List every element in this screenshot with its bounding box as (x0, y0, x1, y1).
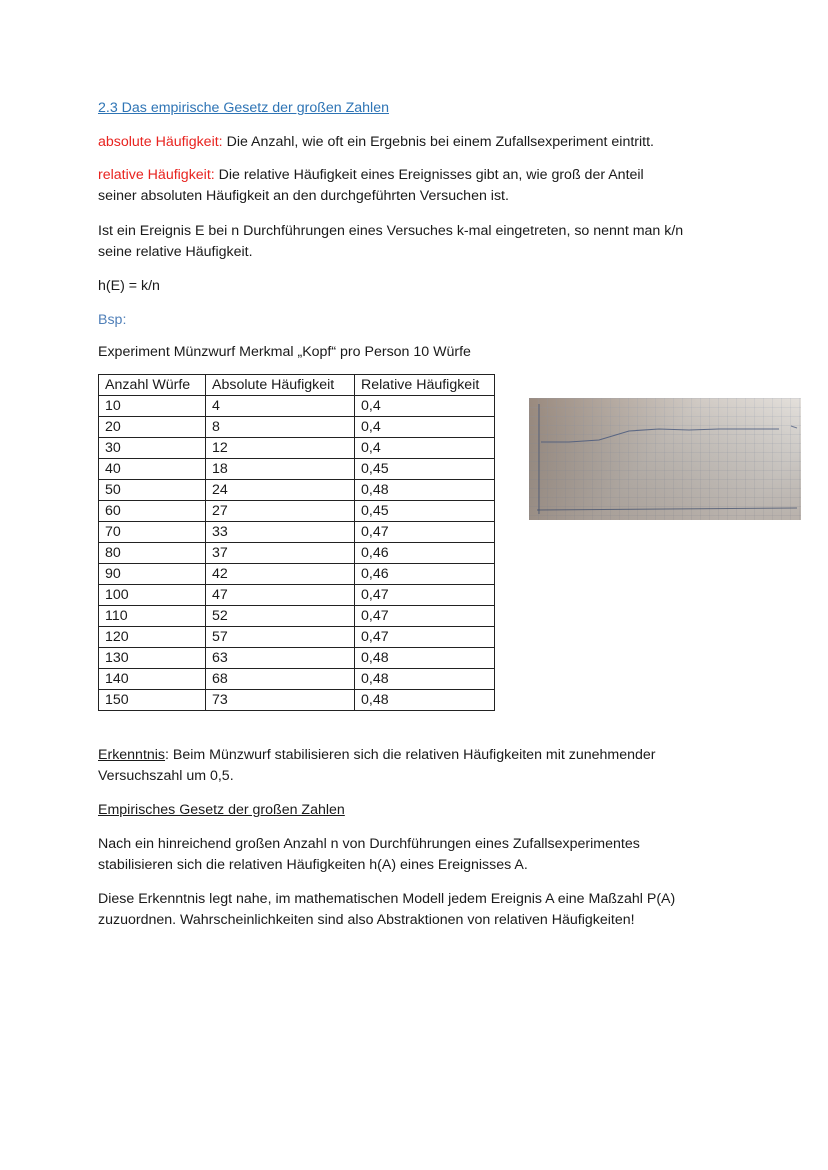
table-cell: 100 (99, 585, 206, 606)
table-cell: 90 (99, 564, 206, 585)
table-cell: 0,4 (355, 438, 495, 459)
table-cell: 68 (206, 669, 355, 690)
table-cell: 0,47 (355, 522, 495, 543)
conclusion-label: Erkenntnis (98, 747, 166, 763)
table-cell: 33 (206, 522, 355, 543)
table-cell: 24 (206, 480, 355, 501)
table-cell: 42 (206, 564, 355, 585)
table-row (99, 480, 495, 501)
table-cell: 27 (206, 501, 355, 522)
table-cell: 63 (206, 648, 355, 669)
table-row (99, 627, 495, 648)
table-row (99, 543, 495, 564)
column-header: Relative Häufigkeit (355, 375, 495, 396)
table-row (99, 438, 495, 459)
definition-relative (98, 165, 644, 186)
conclusion-text-1: : Beim Münzwurf stabilisieren sich die relativen Häufigkeiten mit zunehmender (165, 747, 656, 763)
table-cell: 150 (99, 690, 206, 711)
table-cell: 0,46 (355, 543, 495, 564)
table-cell: 0,46 (355, 564, 495, 585)
table-cell: 50 (99, 480, 206, 501)
table-cell: 37 (206, 543, 355, 564)
table-cell: 47 (206, 585, 355, 606)
definition-absolute (98, 132, 654, 153)
table-header-row (99, 375, 495, 396)
table-cell: 130 (99, 648, 206, 669)
table-cell: 80 (99, 543, 206, 564)
table-cell: 60 (99, 501, 206, 522)
table-cell: 0,4 (355, 396, 495, 417)
table-row (99, 585, 495, 606)
table-cell: 57 (206, 627, 355, 648)
table-cell: 0,48 (355, 480, 495, 501)
definition-absolute-text: Die Anzahl, wie oft ein Ergebnis bei einem Zufallsexperiment eintritt. (222, 134, 654, 150)
frequency-table (98, 374, 495, 711)
table-row (99, 648, 495, 669)
example-label: Bsp: (98, 312, 127, 328)
law-line-1: Nach ein hinreichend großen Anzahl n von Durchführungen eines Zufallsexperimentes (98, 836, 640, 852)
table-body (99, 396, 495, 711)
remark-line-1: Diese Erkenntnis legt nahe, im mathematischen Modell jedem Ereignis A eine Maßzahl P(A) (98, 891, 676, 907)
table-row (99, 690, 495, 711)
table-cell: 20 (99, 417, 206, 438)
table-row (99, 417, 495, 438)
conclusion-line-1 (98, 745, 656, 766)
table-row (99, 564, 495, 585)
table-cell: 4 (206, 396, 355, 417)
table-cell: 110 (99, 606, 206, 627)
table-cell: 0,45 (355, 501, 495, 522)
table-cell: 120 (99, 627, 206, 648)
table-cell: 18 (206, 459, 355, 480)
definition-relative-text-2: seiner absoluten Häufigkeit an den durchgeführten Versuchen ist. (98, 188, 509, 204)
remark-line-2: zuzuordnen. Wahrscheinlichkeiten sind also Abstraktionen von relativen Häufigkeiten! (98, 912, 635, 928)
column-header: Anzahl Würfe (99, 375, 206, 396)
graph-paper-photo (529, 398, 801, 520)
table-cell: 0,48 (355, 690, 495, 711)
explanation-line-2: seine relative Häufigkeit. (98, 244, 253, 260)
table-cell: 0,48 (355, 648, 495, 669)
table-row (99, 522, 495, 543)
photo-shadow (529, 398, 801, 520)
table-cell: 0,47 (355, 585, 495, 606)
table-cell: 10 (99, 396, 206, 417)
table-cell: 0,4 (355, 417, 495, 438)
table-row (99, 396, 495, 417)
term-relative: relative Häufigkeit: (98, 167, 215, 183)
table-row (99, 669, 495, 690)
table-cell: 0,47 (355, 627, 495, 648)
table-cell: 70 (99, 522, 206, 543)
table-cell: 8 (206, 417, 355, 438)
table-row (99, 606, 495, 627)
table-row (99, 459, 495, 480)
table-cell: 30 (99, 438, 206, 459)
conclusion-line-2: Versuchszahl um 0,5. (98, 768, 234, 784)
table-cell: 12 (206, 438, 355, 459)
table-cell: 0,47 (355, 606, 495, 627)
table-row (99, 501, 495, 522)
explanation-line-1: Ist ein Ereignis E bei n Durchführungen eines Versuches k-mal eingetreten, so nennt man k/n (98, 223, 684, 239)
table-cell: 40 (99, 459, 206, 480)
section-heading: 2.3 Das empirische Gesetz der großen Zahlen (98, 100, 389, 116)
law-title: Empirisches Gesetz der großen Zahlen (98, 802, 345, 818)
table-cell: 0,45 (355, 459, 495, 480)
table-cell: 140 (99, 669, 206, 690)
table-cell: 0,48 (355, 669, 495, 690)
definition-relative-text-1: Die relative Häufigkeit eines Ereignisses gibt an, wie groß der Anteil (214, 167, 644, 183)
law-line-2: stabilisieren sich die relativen Häufigkeiten h(A) eines Ereignisses A. (98, 857, 528, 873)
column-header: Absolute Häufigkeit (206, 375, 355, 396)
term-absolute: absolute Häufigkeit: (98, 134, 223, 150)
table-cell: 52 (206, 606, 355, 627)
example-description: Experiment Münzwurf Merkmal „Kopf“ pro Person 10 Würfe (98, 344, 471, 360)
table-cell: 73 (206, 690, 355, 711)
formula: h(E) = k/n (98, 278, 160, 294)
